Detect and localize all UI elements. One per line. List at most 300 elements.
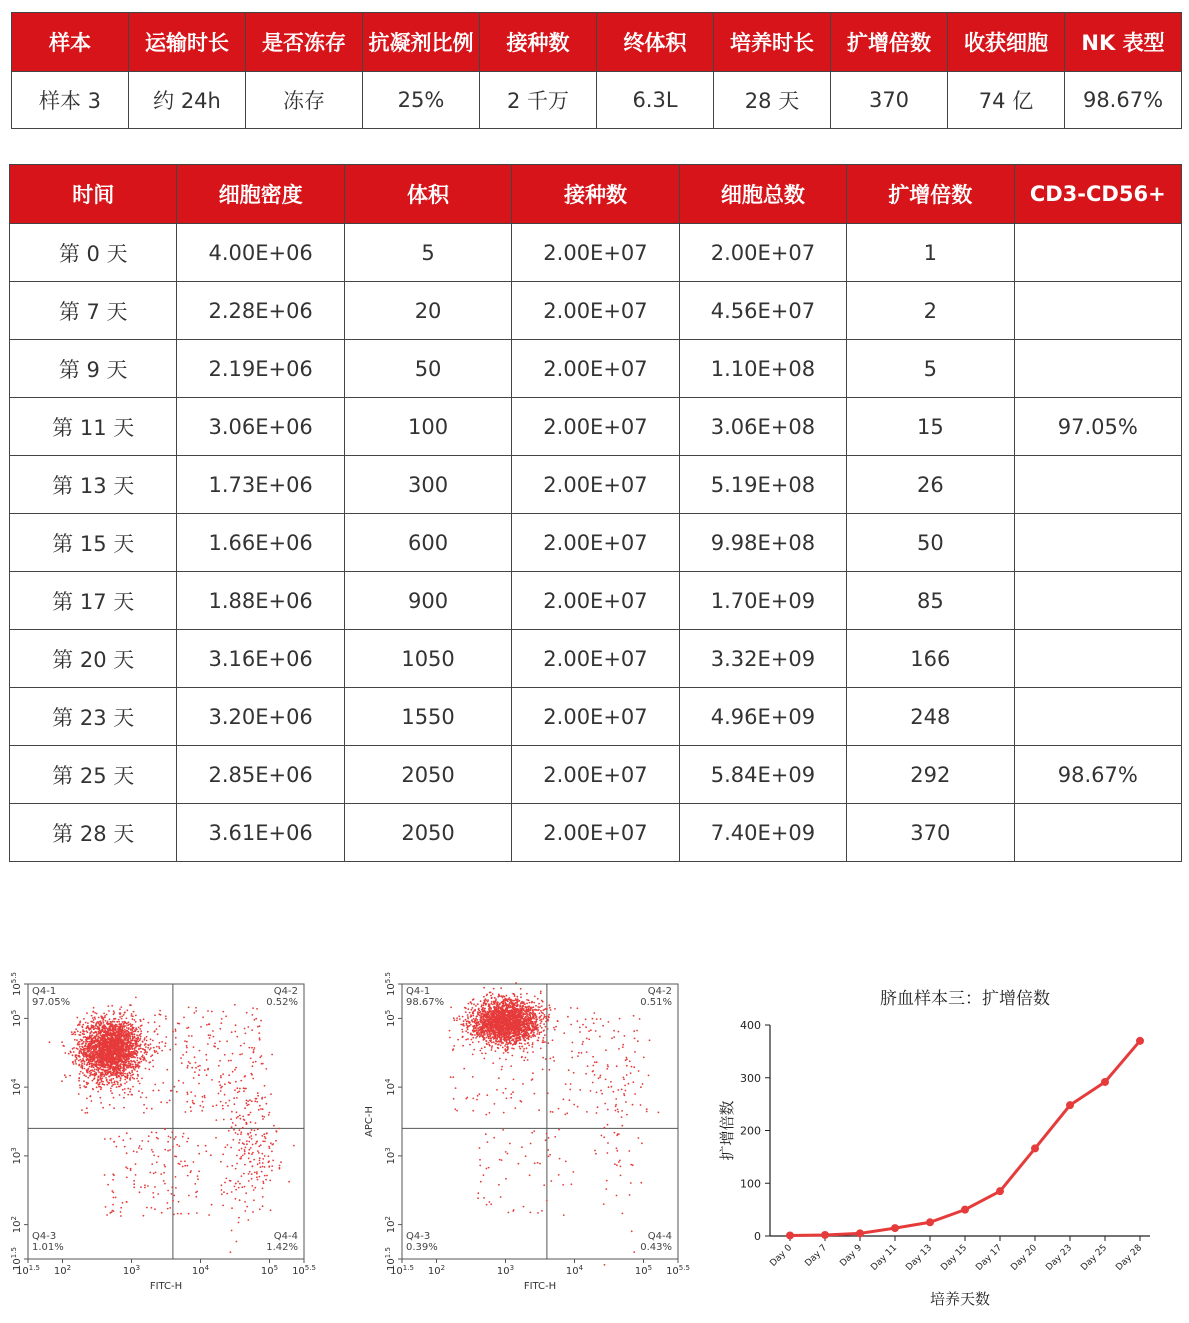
event-dot — [134, 1050, 136, 1052]
event-dot — [146, 1207, 148, 1209]
summary-header-cell: 终体积 — [597, 13, 714, 72]
event-dot — [486, 1037, 488, 1039]
event-dot — [235, 1024, 237, 1026]
event-dot — [98, 1067, 100, 1069]
growth-cell — [1014, 630, 1181, 688]
event-dot — [113, 1069, 115, 1071]
event-dot — [91, 1065, 93, 1067]
growth-cell: 1050 — [344, 630, 511, 688]
event-dot — [257, 1128, 259, 1130]
event-dot — [225, 1015, 227, 1017]
growth-cell: 5.84E+09 — [679, 746, 846, 804]
event-dot — [99, 1097, 101, 1099]
event-dot — [94, 1049, 96, 1051]
x-tick-label: $10^{5.5}$ — [292, 1264, 316, 1277]
event-dot — [279, 1168, 281, 1170]
event-dot — [264, 1097, 266, 1099]
event-dot — [288, 1181, 290, 1183]
event-dot — [118, 1057, 120, 1059]
event-dot — [147, 1044, 149, 1046]
event-dot — [506, 1040, 508, 1042]
event-dot — [207, 1069, 209, 1071]
event-dot — [206, 1024, 208, 1026]
event-dot — [248, 1047, 250, 1049]
event-dot — [74, 1034, 76, 1036]
event-dot — [198, 1083, 200, 1085]
event-dot — [116, 1046, 118, 1048]
event-dot — [100, 1043, 102, 1045]
event-dot — [94, 1068, 96, 1070]
event-dot — [127, 1045, 129, 1047]
growth-cell: 20 — [344, 282, 511, 340]
event-dot — [103, 1054, 105, 1056]
event-dot — [525, 1017, 527, 1019]
event-dot — [103, 1061, 105, 1063]
event-dot — [113, 1040, 115, 1042]
event-dot — [76, 1017, 78, 1019]
event-dot — [526, 999, 528, 1001]
event-dot — [188, 1213, 190, 1215]
event-dot — [212, 1105, 214, 1107]
event-dot — [545, 1026, 547, 1028]
event-dot — [539, 1012, 541, 1014]
event-dot — [140, 1061, 142, 1063]
event-dot — [120, 1006, 122, 1008]
event-dot — [87, 1022, 89, 1024]
event-dot — [212, 1030, 214, 1032]
event-dot — [211, 1204, 213, 1206]
event-dot — [224, 1146, 226, 1148]
event-dot — [250, 1112, 252, 1114]
event-dot — [126, 1018, 128, 1020]
event-dot — [117, 1053, 119, 1055]
event-dot — [169, 1049, 171, 1051]
event-dot — [520, 996, 522, 998]
event-dot — [113, 1010, 115, 1012]
event-dot — [119, 1065, 121, 1067]
event-dot — [174, 1086, 176, 1088]
event-dot — [473, 1004, 475, 1006]
table-row — [10, 688, 1182, 746]
event-dot — [128, 1028, 130, 1030]
event-dot — [115, 1030, 117, 1032]
event-dot — [91, 1061, 93, 1063]
event-dot — [90, 1063, 92, 1065]
event-dot — [49, 1041, 51, 1043]
event-dot — [101, 1047, 103, 1049]
event-dot — [256, 1173, 258, 1175]
event-dot — [461, 1029, 463, 1031]
event-dot — [235, 1189, 237, 1191]
event-dot — [79, 1056, 81, 1058]
event-dot — [94, 1077, 96, 1079]
event-dot — [255, 1098, 257, 1100]
growth-cell: 2050 — [344, 804, 511, 862]
event-dot — [220, 1075, 222, 1077]
event-dot — [188, 1027, 190, 1029]
event-dot — [94, 1044, 96, 1046]
event-dot — [248, 1149, 250, 1151]
event-dot — [231, 1230, 233, 1232]
event-dot — [253, 1051, 255, 1053]
event-dot — [130, 1169, 132, 1171]
event-dot — [169, 1149, 171, 1151]
event-dot — [230, 1147, 232, 1149]
event-dot — [268, 1166, 270, 1168]
event-dot — [490, 995, 492, 997]
event-dot — [127, 1077, 129, 1079]
event-dot — [188, 1007, 190, 1009]
event-dot — [158, 1156, 160, 1158]
event-dot — [106, 1079, 108, 1081]
event-dot — [233, 1129, 235, 1131]
event-dot — [113, 1141, 115, 1143]
summary-cell: 74 亿 — [948, 72, 1065, 129]
event-dot — [246, 1012, 248, 1014]
event-dot — [83, 1033, 85, 1035]
event-dot — [260, 1108, 262, 1110]
growth-cell: 2050 — [344, 746, 511, 804]
event-dot — [205, 1150, 207, 1152]
event-dot — [170, 1137, 172, 1139]
event-dot — [112, 1031, 114, 1033]
event-dot — [186, 1101, 188, 1103]
event-dot — [105, 1073, 107, 1075]
event-dot — [147, 1185, 149, 1187]
event-dot — [515, 982, 517, 984]
event-dot — [107, 1023, 109, 1025]
event-dot — [250, 1058, 252, 1060]
event-dot — [234, 1186, 236, 1188]
event-dot — [262, 1115, 264, 1117]
event-dot — [194, 1012, 196, 1014]
event-dot — [113, 1097, 115, 1099]
growth-cell — [1014, 340, 1181, 398]
event-dot — [182, 1082, 184, 1084]
event-dot — [231, 1111, 233, 1113]
event-dot — [113, 1033, 115, 1035]
event-dot — [98, 1075, 100, 1077]
event-dot — [241, 1148, 243, 1150]
event-dot — [103, 1052, 105, 1054]
event-dot — [175, 1037, 177, 1039]
event-dot — [154, 1186, 156, 1188]
event-dot — [124, 1083, 126, 1085]
event-dot — [102, 1020, 104, 1022]
event-dot — [123, 1026, 125, 1028]
event-dot — [85, 1076, 87, 1078]
event-dot — [483, 987, 485, 989]
event-dot — [87, 1031, 89, 1033]
event-dot — [107, 1047, 109, 1049]
event-dot — [247, 1100, 249, 1102]
event-dot — [120, 1046, 122, 1048]
summary-header-cell: 接种数 — [480, 13, 597, 72]
event-dot — [180, 1213, 182, 1215]
event-dot — [264, 1141, 266, 1143]
event-dot — [527, 1018, 529, 1020]
event-dot — [196, 1212, 198, 1214]
event-dot — [139, 1039, 141, 1041]
event-dot — [232, 1053, 234, 1055]
quadrant-name: Q4-3 — [32, 1231, 57, 1242]
event-dot — [472, 1013, 474, 1015]
event-dot — [108, 1045, 110, 1047]
event-dot — [97, 1070, 99, 1072]
event-dot — [249, 1136, 251, 1138]
growth-cell: 4.00E+06 — [177, 224, 344, 282]
event-dot — [124, 1064, 126, 1066]
growth-cell: 1.73E+06 — [177, 456, 344, 514]
table-row — [10, 746, 1182, 804]
event-dot — [175, 1156, 177, 1158]
event-dot — [136, 1034, 138, 1036]
event-dot — [136, 1151, 138, 1153]
event-dot — [130, 1088, 132, 1090]
event-dot — [89, 1032, 91, 1034]
event-dot — [224, 1094, 226, 1096]
event-dot — [109, 1104, 111, 1106]
event-dot — [219, 1041, 221, 1043]
event-dot — [544, 1014, 546, 1016]
event-dot — [98, 1044, 100, 1046]
event-dot — [123, 1107, 125, 1109]
flow-plot-nk — [352, 968, 694, 1308]
event-dot — [184, 1040, 186, 1042]
event-dot — [236, 1163, 238, 1165]
event-dot — [107, 1081, 109, 1083]
event-dot — [167, 1190, 169, 1192]
growth-cell: 100 — [344, 398, 511, 456]
event-dot — [214, 1043, 216, 1045]
event-dot — [177, 1213, 179, 1215]
event-dot — [116, 1038, 118, 1040]
event-dot — [248, 1158, 250, 1160]
event-dot — [495, 998, 497, 1000]
event-dot — [230, 1118, 232, 1120]
event-dot — [100, 1055, 102, 1057]
event-dot — [252, 1061, 254, 1063]
event-dot — [96, 1056, 98, 1058]
event-dot — [114, 1068, 116, 1070]
event-dot — [96, 1087, 98, 1089]
event-dot — [168, 1136, 170, 1138]
event-dot — [98, 1060, 100, 1062]
event-dot — [187, 1065, 189, 1067]
x-tick-label: $10^{1.5}$ — [16, 1264, 40, 1277]
event-dot — [132, 1054, 134, 1056]
event-dot — [123, 1070, 125, 1072]
event-dot — [88, 1064, 90, 1066]
quadrant-percent: 1.42% — [266, 1242, 298, 1253]
event-dot — [491, 1001, 493, 1003]
event-dot — [268, 1155, 270, 1157]
event-dot — [175, 1028, 177, 1030]
event-dot — [242, 1155, 244, 1157]
event-dot — [160, 1173, 162, 1175]
event-dot — [89, 1060, 91, 1062]
event-dot — [255, 1134, 257, 1136]
event-dot — [223, 1119, 225, 1121]
event-dot — [134, 1019, 136, 1021]
event-dot — [93, 1029, 95, 1031]
event-dot — [126, 1075, 128, 1077]
event-dot — [113, 1051, 115, 1053]
event-dot — [96, 1062, 98, 1064]
event-dot — [239, 1088, 241, 1090]
event-dot — [125, 1046, 127, 1048]
event-dot — [93, 1019, 95, 1021]
event-dot — [88, 1050, 90, 1052]
event-dot — [500, 987, 502, 989]
event-dot — [64, 1052, 66, 1054]
event-dot — [135, 1041, 137, 1043]
event-dot — [89, 1055, 91, 1057]
growth-cell — [1014, 514, 1181, 572]
event-dot — [541, 1027, 543, 1029]
event-dot — [502, 1032, 504, 1034]
event-dot — [208, 1034, 210, 1036]
event-dot — [126, 1059, 128, 1061]
event-dot — [126, 1022, 128, 1024]
event-dot — [82, 1026, 84, 1028]
event-dot — [235, 1081, 237, 1083]
table-row — [10, 804, 1182, 862]
event-dot — [126, 1053, 128, 1055]
event-dot — [81, 1043, 83, 1045]
event-dot — [103, 1022, 105, 1024]
event-dot — [167, 1150, 169, 1152]
event-dot — [485, 1011, 487, 1013]
event-dot — [123, 1014, 125, 1016]
event-dot — [187, 1067, 189, 1069]
event-dot — [120, 1084, 122, 1086]
event-dot — [216, 1104, 218, 1106]
event-dot — [110, 1080, 112, 1082]
summary-cell: 冻存 — [246, 72, 363, 129]
event-dot — [567, 1016, 569, 1018]
event-dot — [102, 1083, 104, 1085]
event-dot — [122, 1089, 124, 1091]
event-dot — [131, 1094, 133, 1096]
event-dot — [220, 1077, 222, 1079]
event-dot — [136, 1071, 138, 1073]
event-dot — [135, 1065, 137, 1067]
event-dot — [125, 1042, 127, 1044]
event-dot — [498, 1043, 500, 1045]
event-dot — [163, 1172, 165, 1174]
event-dot — [104, 1041, 106, 1043]
event-dot — [152, 1040, 154, 1042]
growth-cell: 3.32E+09 — [679, 630, 846, 688]
event-dot — [237, 1181, 239, 1183]
event-dot — [159, 1042, 161, 1044]
event-dot — [549, 1058, 551, 1060]
event-dot — [222, 1073, 224, 1075]
growth-cell: 第 17 天 — [10, 572, 177, 630]
event-dot — [100, 1053, 102, 1055]
event-dot — [205, 1145, 207, 1147]
event-dot — [154, 1208, 156, 1210]
event-dot — [108, 1082, 110, 1084]
event-dot — [112, 1047, 114, 1049]
event-dot — [259, 1160, 261, 1162]
event-dot — [204, 1097, 206, 1099]
event-dot — [228, 1074, 230, 1076]
event-dot — [240, 1045, 242, 1047]
event-dot — [132, 1018, 134, 1020]
growth-cell: 5 — [847, 340, 1014, 398]
event-dot — [224, 1182, 226, 1184]
event-dot — [94, 1074, 96, 1076]
event-dot — [246, 1206, 248, 1208]
event-dot — [111, 1024, 113, 1026]
event-dot — [90, 1070, 92, 1072]
event-dot — [239, 1115, 241, 1117]
event-dot — [148, 1068, 150, 1070]
event-dot — [469, 1021, 471, 1023]
event-dot — [247, 1026, 249, 1028]
event-dot — [87, 1038, 89, 1040]
event-dot — [75, 1028, 77, 1030]
event-dot — [231, 1207, 233, 1209]
event-dot — [118, 1086, 120, 1088]
growth-cell — [1014, 282, 1181, 340]
quadrant-percent: 1.01% — [32, 1242, 64, 1253]
event-dot — [543, 1023, 545, 1025]
event-dot — [255, 1061, 257, 1063]
event-dot — [106, 1027, 108, 1029]
event-dot — [237, 1092, 239, 1094]
event-dot — [121, 1018, 123, 1020]
event-dot — [113, 1035, 115, 1037]
event-dot — [110, 1036, 112, 1038]
event-dot — [111, 1092, 113, 1094]
growth-cell: 2.00E+07 — [512, 804, 679, 862]
event-dot — [77, 1055, 79, 1057]
event-dot — [78, 1034, 80, 1036]
growth-cell — [1014, 224, 1181, 282]
event-dot — [101, 1073, 103, 1075]
event-dot — [537, 998, 539, 1000]
event-dot — [253, 1199, 255, 1201]
event-dot — [252, 1078, 254, 1080]
event-dot — [262, 1205, 264, 1207]
event-dot — [130, 1047, 132, 1049]
flow-plot-1-svg — [0, 968, 322, 1304]
event-dot — [105, 1052, 107, 1054]
event-dot — [129, 1063, 131, 1065]
event-dot — [195, 1007, 197, 1009]
growth-cell: 248 — [847, 688, 1014, 746]
event-dot — [105, 1020, 107, 1022]
event-dot — [126, 1152, 128, 1154]
event-dot — [481, 1053, 483, 1055]
event-dot — [105, 1206, 107, 1208]
event-dot — [138, 1090, 140, 1092]
event-dot — [255, 1122, 257, 1124]
event-dot — [487, 1001, 489, 1003]
event-dot — [182, 1136, 184, 1138]
event-dot — [137, 1064, 139, 1066]
event-dot — [245, 1088, 247, 1090]
event-dot — [84, 1112, 86, 1114]
event-dot — [130, 1138, 132, 1140]
growth-cell: 300 — [344, 456, 511, 514]
event-dot — [86, 1056, 88, 1058]
event-dot — [262, 1162, 264, 1164]
event-dot — [265, 1137, 267, 1139]
